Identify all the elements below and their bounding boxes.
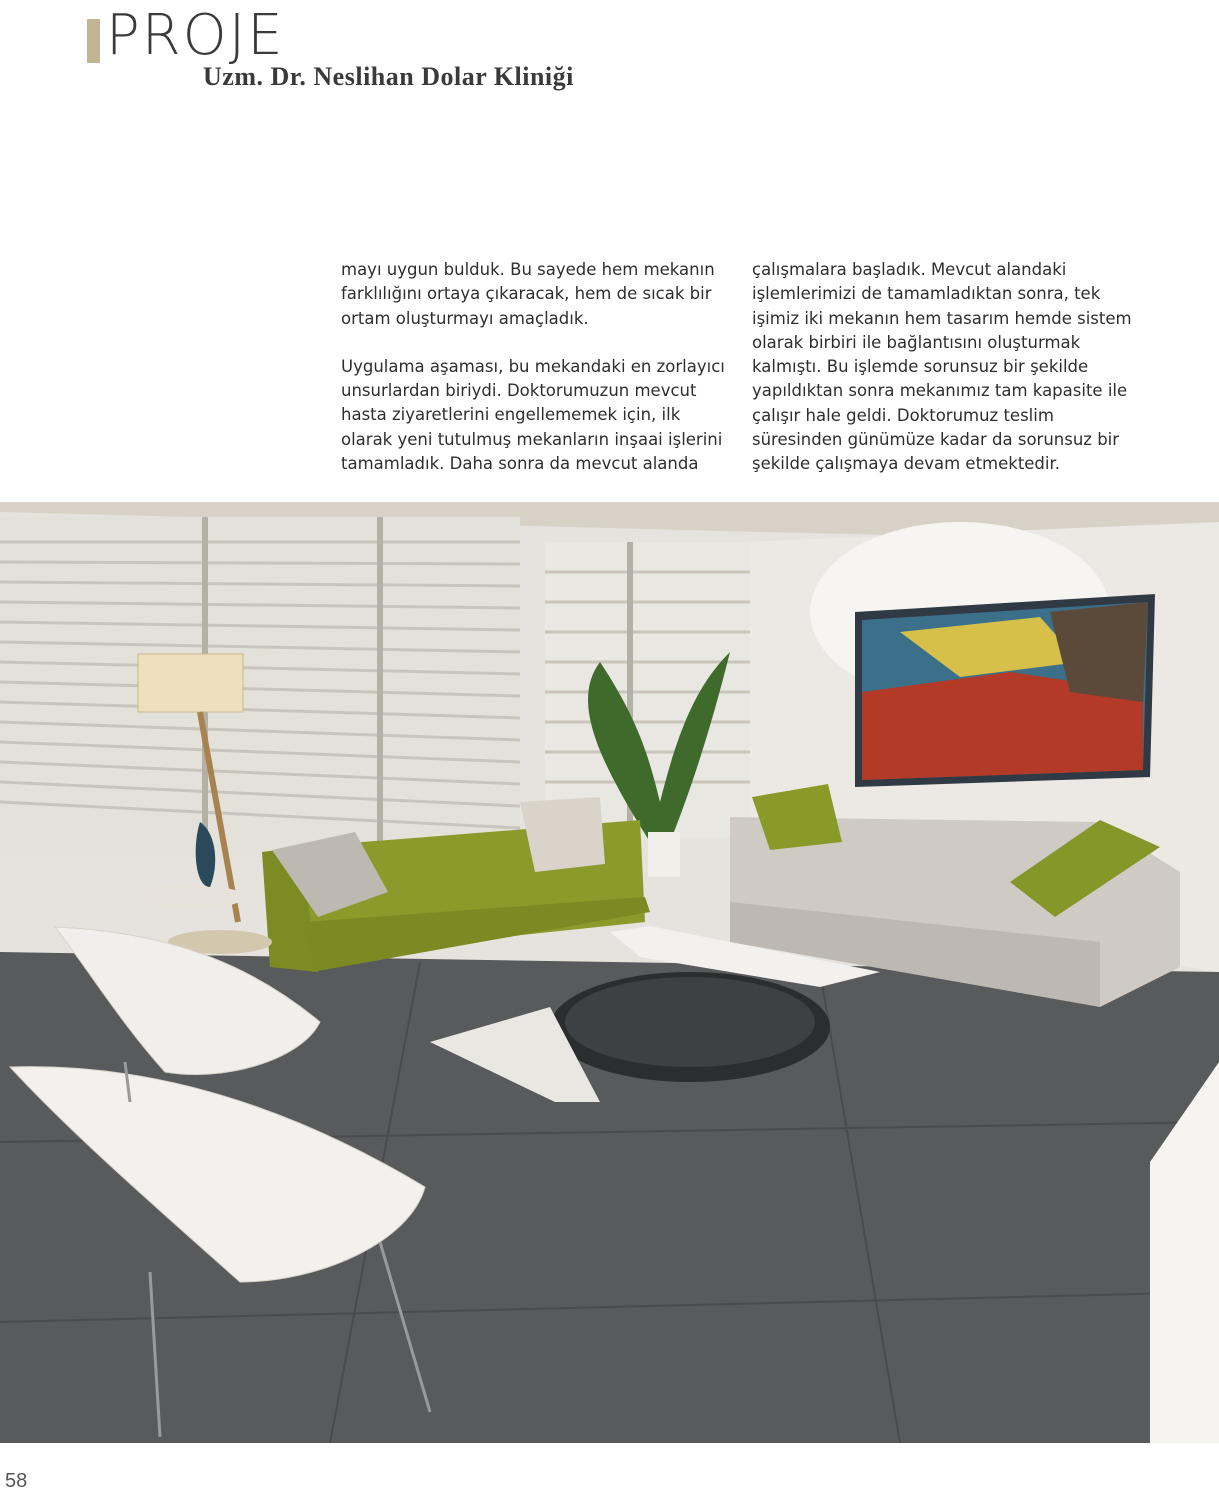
section-accent-bar: [87, 19, 100, 63]
page-number: 58: [5, 1470, 28, 1492]
paragraph: çalışmalara başladık. Mevcut alandaki işlemlerimizi de tamamladıktan sonra, tek işimiz iki mekanın hem tasarım hemde sistem olarak birbiri ile bağlantısını oluşturmak kalmıştı. Bu işlemde sorunsuz bir şekilde yapıldıktan sonra mekanımız tam kapasite ile çalışır hale geldi. Doktorumuz teslim süresinden günümüze kadar da sorunsuz bir şekilde çalışmaya devam etmektedir.: [752, 260, 1132, 474]
paragraph: mayı uygun bulduk. Bu sayede hem mekanın farklılığını ortaya çıkaracak, hem de sıcak bir ortam oluşturmayı amaçladık.: [341, 260, 715, 328]
section-title: PROJE: [106, 3, 285, 68]
paragraph: Uygulama aşaması, bu mekandaki en zorlayıcı unsurlardan biriydi. Doktorumuzun mevcut hasta ziyaretlerini engellememek için, ilk olarak yeni tutulmuş mekanların inşaai işlerini tamamladık. Daha sonra da mevcut alanda: [341, 356, 725, 474]
text-column-right: [752, 258, 1142, 501]
interior-photo: [0, 502, 1219, 1443]
wall-painting: [855, 594, 1155, 787]
text-column-left: [341, 258, 731, 500]
article-subtitle: Uzm. Dr. Neslihan Dolar Kliniği: [203, 62, 574, 91]
